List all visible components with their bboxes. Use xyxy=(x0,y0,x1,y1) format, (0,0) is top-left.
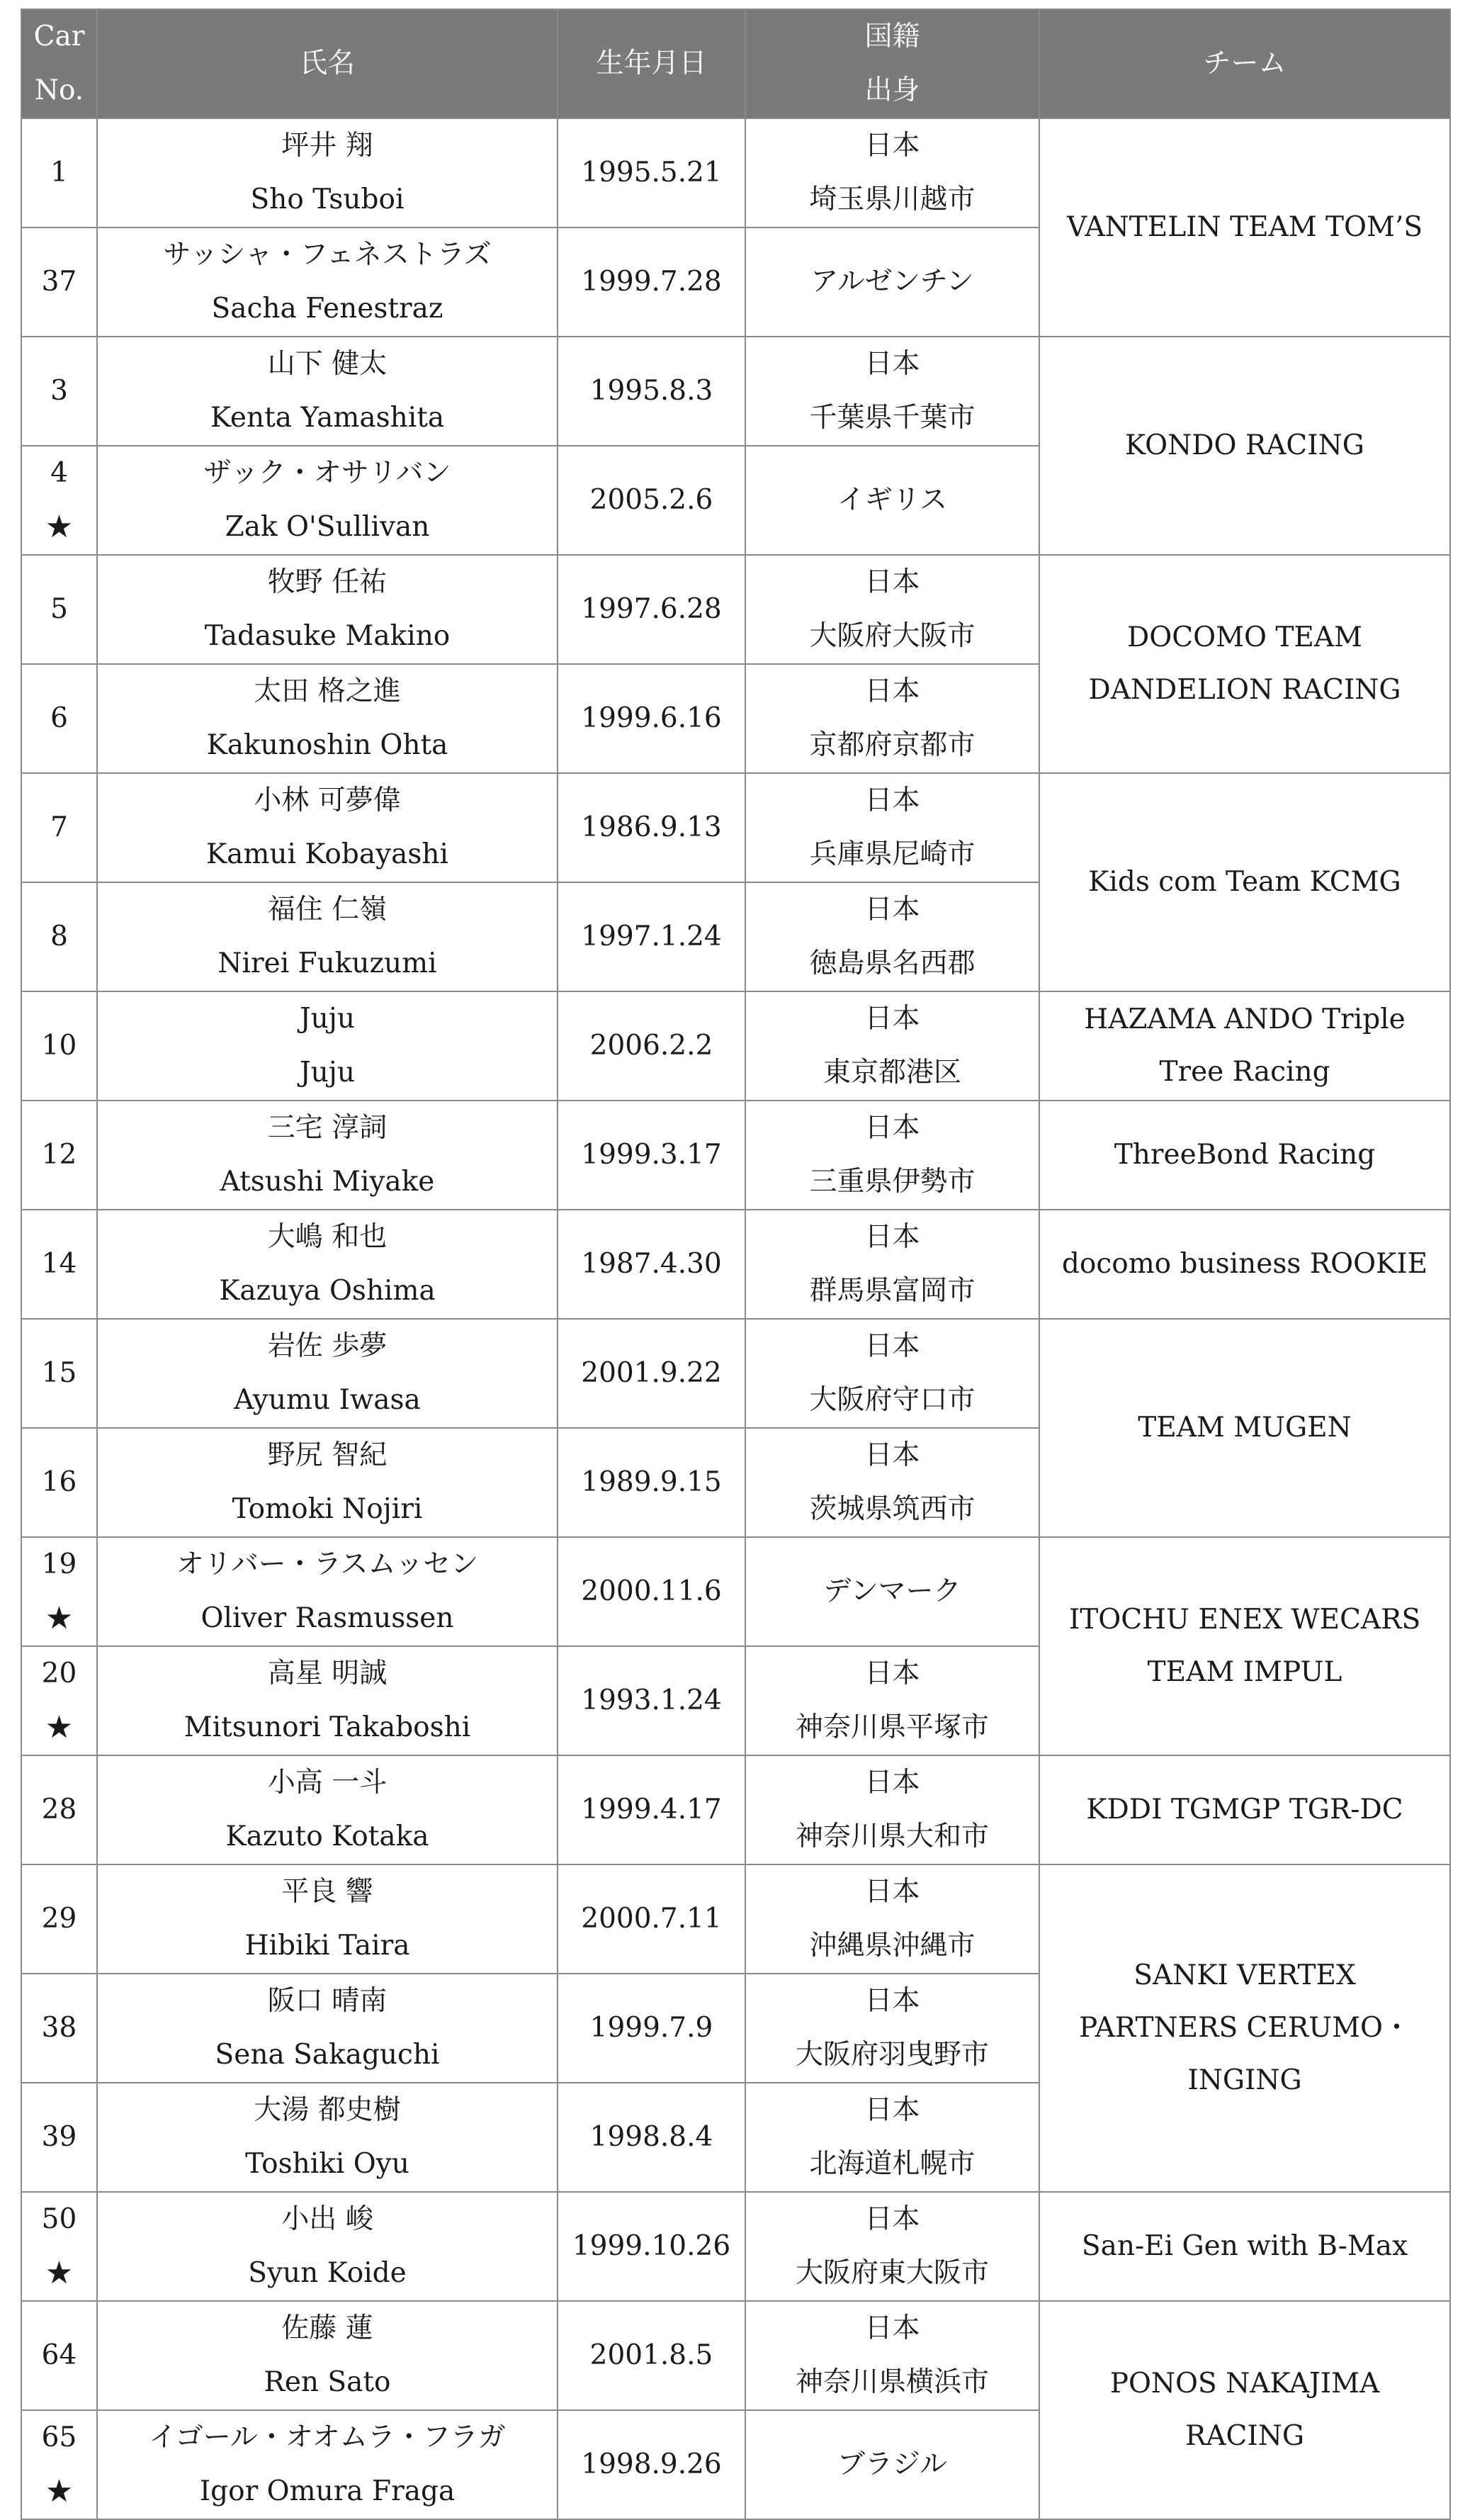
nationality-cell xyxy=(745,1210,1039,1319)
car-number: 14 xyxy=(41,1248,77,1280)
driver-name-ja: 小出 峻 xyxy=(281,2203,373,2235)
team-name-line: INGING xyxy=(1187,2064,1302,2096)
driver-name-en: Nirei Fukuzumi xyxy=(217,947,437,979)
nationality-cell xyxy=(745,1428,1039,1537)
team-name-line: San-Ei Gen with B-Max xyxy=(1081,2230,1408,2262)
header-car-no xyxy=(21,9,97,118)
nationality-cell xyxy=(745,991,1039,1101)
hometown: 千葉県千葉市 xyxy=(809,402,976,434)
team-name-line: RACING xyxy=(1185,2420,1305,2452)
driver-name-cell xyxy=(97,664,558,773)
nationality-cell xyxy=(745,1864,1039,1974)
nationality-cell xyxy=(745,664,1039,773)
hometown: 神奈川県大和市 xyxy=(795,1821,989,1852)
nationality: 日本 xyxy=(864,2203,920,2235)
table-row xyxy=(21,1755,1450,1864)
table-row xyxy=(21,1864,1450,1974)
header-team: チーム xyxy=(1039,9,1450,118)
driver-name-ja: 小林 可夢偉 xyxy=(254,784,401,816)
driver-name-cell xyxy=(97,882,558,991)
team-name-line: TEAM MUGEN xyxy=(1138,1412,1352,1444)
birthdate-cell: 2000.11.6 xyxy=(558,1537,745,1646)
nationality: 日本 xyxy=(864,2312,920,2344)
car-number: 12 xyxy=(41,1139,77,1171)
header-nationality xyxy=(745,9,1039,118)
table-row xyxy=(21,1101,1450,1210)
nationality-cell xyxy=(745,337,1039,446)
driver-name-ja: 岩佐 歩夢 xyxy=(267,1330,388,1362)
birthdate-cell: 1999.7.9 xyxy=(558,1974,745,2083)
nationality-cell xyxy=(745,227,1039,337)
driver-name-en: Kazuya Oshima xyxy=(219,1275,436,1307)
car-number-cell xyxy=(21,2410,97,2519)
hometown: 三重県伊勢市 xyxy=(809,1166,976,1198)
header-nationality-line: 国籍 xyxy=(864,21,920,52)
team-name-line: Tree Racing xyxy=(1159,1056,1330,1088)
driver-name-ja: 野尻 智紀 xyxy=(267,1439,388,1471)
team-cell xyxy=(1039,1101,1450,1210)
hometown: 京都府京都市 xyxy=(809,729,976,761)
nationality: 日本 xyxy=(864,348,920,380)
car-number: 28 xyxy=(41,1794,77,1826)
birthdate-cell: 1999.6.16 xyxy=(558,664,745,773)
car-number-cell xyxy=(21,1755,97,1864)
driver-name-cell xyxy=(97,1319,558,1428)
team-cell xyxy=(1039,555,1450,773)
nationality: 日本 xyxy=(864,1221,920,1253)
team-name-line: DOCOMO TEAM xyxy=(1127,621,1362,653)
team-name-line: ITOCHU ENEX WECARS xyxy=(1068,1604,1421,1636)
header-car-no-line: No. xyxy=(34,74,84,106)
driver-name-ja: 高星 明誠 xyxy=(267,1658,388,1689)
nationality: 日本 xyxy=(864,1985,920,2017)
birthdate-cell: 2006.2.2 xyxy=(558,991,745,1101)
driver-name-ja: 平良 響 xyxy=(281,1876,373,1908)
nationality-cell xyxy=(745,2192,1039,2301)
car-number-cell xyxy=(21,773,97,882)
car-number: 65 xyxy=(41,2421,77,2453)
rookie-star-icon: ★ xyxy=(45,2473,74,2509)
car-number-cell xyxy=(21,1101,97,1210)
rookie-star-icon: ★ xyxy=(45,1600,74,1636)
driver-name-ja: 山下 健太 xyxy=(267,348,388,380)
car-number: 5 xyxy=(50,593,68,625)
car-number: 15 xyxy=(41,1357,77,1389)
team-name-line: docomo business ROOKIE xyxy=(1061,1248,1428,1280)
nationality-cell xyxy=(745,1755,1039,1864)
nationality-cell xyxy=(745,1646,1039,1755)
car-number: 3 xyxy=(50,375,68,407)
car-number-cell xyxy=(21,555,97,664)
nationality: 日本 xyxy=(864,784,920,816)
nationality-cell xyxy=(745,773,1039,882)
hometown: 大阪府東大阪市 xyxy=(795,2257,989,2289)
driver-name-ja: 小高 一斗 xyxy=(267,1767,388,1799)
nationality: 日本 xyxy=(864,1112,920,1144)
driver-name-ja: Juju xyxy=(300,1003,355,1035)
car-number: 16 xyxy=(41,1466,77,1498)
nationality-cell xyxy=(745,1101,1039,1210)
table-row xyxy=(21,2301,1450,2410)
nationality-cell xyxy=(745,446,1039,555)
team-cell xyxy=(1039,2192,1450,2301)
birthdate-cell: 1999.10.26 xyxy=(558,2192,745,2301)
team-name-line: DANDELION RACING xyxy=(1088,674,1401,706)
driver-name-ja: 大嶋 和也 xyxy=(267,1221,388,1253)
header-birth: 生年月日 xyxy=(558,9,745,118)
hometown: 北海道札幌市 xyxy=(809,2148,976,2180)
team-cell xyxy=(1039,337,1450,555)
table-row xyxy=(21,1210,1450,1319)
driver-name-cell xyxy=(97,118,558,227)
nationality-cell xyxy=(745,1974,1039,2083)
car-number: 64 xyxy=(41,2339,77,2371)
driver-name-cell xyxy=(97,2410,558,2519)
driver-name-cell xyxy=(97,2301,558,2410)
hometown: 神奈川県平塚市 xyxy=(795,1711,989,1743)
nationality: イギリス xyxy=(837,484,948,516)
driver-name-cell xyxy=(97,1428,558,1537)
header-name: 氏名 xyxy=(97,9,558,118)
nationality: ブラジル xyxy=(837,2448,948,2480)
driver-name-cell xyxy=(97,2192,558,2301)
birthdate-cell: 2005.2.6 xyxy=(558,446,745,555)
car-number: 38 xyxy=(41,2012,77,2044)
header-row xyxy=(21,9,1450,118)
nationality-cell xyxy=(745,1319,1039,1428)
car-number: 10 xyxy=(41,1030,77,1062)
driver-name-en: Syun Koide xyxy=(248,2257,407,2289)
hometown: 徳島県名西郡 xyxy=(809,947,976,979)
team-cell xyxy=(1039,1864,1450,2192)
car-number-cell xyxy=(21,446,97,555)
car-number-cell xyxy=(21,1646,97,1755)
car-number-cell xyxy=(21,991,97,1101)
team-name-line: KDDI TGMGP TGR-DC xyxy=(1086,1794,1403,1826)
hometown: 大阪府羽曳野市 xyxy=(795,2039,989,2071)
table-row xyxy=(21,118,1450,227)
driver-name-en: Kakunoshin Ohta xyxy=(206,729,448,761)
team-cell xyxy=(1039,118,1450,337)
car-number-cell xyxy=(21,664,97,773)
driver-name-cell xyxy=(97,1755,558,1864)
car-number: 1 xyxy=(50,157,68,189)
driver-name-en: Oliver Rasmussen xyxy=(200,1602,454,1634)
birthdate-cell: 2001.9.22 xyxy=(558,1319,745,1428)
car-number-cell xyxy=(21,882,97,991)
car-number-cell xyxy=(21,1319,97,1428)
nationality: 日本 xyxy=(864,1658,920,1689)
driver-name-cell xyxy=(97,446,558,555)
hometown: 大阪府守口市 xyxy=(809,1384,976,1416)
rookie-star-icon: ★ xyxy=(45,509,74,545)
driver-name-en: Toshiki Oyu xyxy=(245,2148,409,2180)
nationality: 日本 xyxy=(864,675,920,707)
nationality: 日本 xyxy=(864,1330,920,1362)
rookie-star-icon: ★ xyxy=(45,1709,74,1745)
car-number-cell xyxy=(21,1428,97,1537)
nationality: 日本 xyxy=(864,894,920,926)
car-number: 29 xyxy=(41,1903,77,1935)
car-number: 20 xyxy=(41,1658,77,1689)
nationality: 日本 xyxy=(864,1439,920,1471)
table-row xyxy=(21,337,1450,446)
nationality-cell xyxy=(745,2410,1039,2519)
nationality: 日本 xyxy=(864,2094,920,2126)
car-number: 6 xyxy=(50,702,68,734)
team-cell xyxy=(1039,1755,1450,1864)
driver-name-en: Igor Omura Fraga xyxy=(199,2475,456,2507)
nationality: 日本 xyxy=(864,130,920,162)
team-cell xyxy=(1039,991,1450,1101)
driver-name-en: Atsushi Miyake xyxy=(220,1166,435,1198)
driver-name-cell xyxy=(97,1101,558,1210)
hometown: 東京都港区 xyxy=(822,1057,961,1089)
driver-name-ja: 福住 仁嶺 xyxy=(267,894,388,926)
nationality-cell xyxy=(745,2301,1039,2410)
birthdate-cell: 2000.7.11 xyxy=(558,1864,745,1974)
driver-name-ja: ザック・オサリバン xyxy=(203,457,451,489)
car-number-cell xyxy=(21,1974,97,2083)
hometown: 神奈川県横浜市 xyxy=(795,2366,989,2398)
table-row xyxy=(21,2192,1450,2301)
table-row xyxy=(21,1537,1450,1646)
nationality-cell xyxy=(745,555,1039,664)
team-name-line: SANKI VERTEX xyxy=(1133,1959,1356,1991)
nationality: デンマーク xyxy=(823,1575,961,1607)
hometown: 埼玉県川越市 xyxy=(809,184,976,215)
driver-name-cell xyxy=(97,1646,558,1755)
team-name-line: VANTELIN TEAM TOM’S xyxy=(1066,211,1423,243)
team-name-line: ThreeBond Racing xyxy=(1114,1139,1376,1171)
driver-name-cell xyxy=(97,2083,558,2192)
birthdate-cell: 1997.1.24 xyxy=(558,882,745,991)
car-number: 37 xyxy=(41,266,77,298)
driver-name-cell xyxy=(97,1974,558,2083)
team-cell xyxy=(1039,773,1450,991)
driver-name-en: Sacha Fenestraz xyxy=(211,293,443,325)
team-cell xyxy=(1039,1210,1450,1319)
driver-name-en: Zak O'Sullivan xyxy=(225,511,430,543)
table-row xyxy=(21,555,1450,664)
table-row xyxy=(21,991,1450,1101)
driver-name-cell xyxy=(97,773,558,882)
team-name-line: KONDO RACING xyxy=(1125,429,1364,461)
team-name-line: TEAM IMPUL xyxy=(1147,1656,1342,1688)
car-number: 50 xyxy=(41,2203,77,2235)
birthdate-cell: 1998.8.4 xyxy=(558,2083,745,2192)
hometown: 大阪府大阪市 xyxy=(809,620,976,652)
driver-name-ja: 佐藤 蓮 xyxy=(281,2312,373,2344)
car-number: 8 xyxy=(50,921,68,952)
car-number-cell xyxy=(21,1864,97,1974)
driver-name-en: Sena Sakaguchi xyxy=(215,2039,440,2071)
car-number-cell xyxy=(21,1210,97,1319)
driver-name-cell xyxy=(97,1537,558,1646)
driver-name-ja: イゴール・オオムラ・フラガ xyxy=(149,2421,506,2453)
birthdate-cell: 1987.4.30 xyxy=(558,1210,745,1319)
driver-name-en: Tomoki Nojiri xyxy=(232,1493,423,1525)
driver-name-ja: 大湯 都史樹 xyxy=(254,2094,401,2126)
driver-name-ja: 牧野 任祐 xyxy=(267,566,388,598)
car-number-cell xyxy=(21,1537,97,1646)
table-header xyxy=(21,9,1450,118)
team-name-line: PARTNERS CERUMO・ xyxy=(1078,2012,1411,2044)
table-body xyxy=(21,118,1450,2519)
hometown: 兵庫県尼崎市 xyxy=(809,838,976,870)
nationality: 日本 xyxy=(864,566,920,598)
nationality-cell xyxy=(745,118,1039,227)
table-row xyxy=(21,1319,1450,1428)
driver-name-en: Tadasuke Makino xyxy=(204,620,451,652)
driver-name-cell xyxy=(97,227,558,337)
car-number: 4 xyxy=(50,457,68,489)
birthdate-cell: 2001.8.5 xyxy=(558,2301,745,2410)
rookie-star-icon: ★ xyxy=(45,2255,74,2291)
birthdate-cell: 1998.9.26 xyxy=(558,2410,745,2519)
driver-name-cell xyxy=(97,1864,558,1974)
hometown: 群馬県富岡市 xyxy=(809,1275,976,1307)
car-number: 7 xyxy=(50,811,68,843)
car-number: 19 xyxy=(41,1548,77,1580)
car-number: 39 xyxy=(41,2121,77,2153)
birthdate-cell: 1999.4.17 xyxy=(558,1755,745,1864)
header-car-no-line: Car xyxy=(33,21,85,52)
driver-name-cell xyxy=(97,337,558,446)
driver-table xyxy=(21,9,1451,2520)
car-number-cell xyxy=(21,337,97,446)
driver-name-ja: 坪井 翔 xyxy=(281,130,373,162)
driver-name-en: Kenta Yamashita xyxy=(210,402,445,434)
driver-name-en: Sho Tsuboi xyxy=(250,184,405,215)
driver-name-en: Juju xyxy=(300,1057,355,1089)
car-number-cell xyxy=(21,118,97,227)
driver-name-cell xyxy=(97,1210,558,1319)
driver-name-en: Mitsunori Takaboshi xyxy=(183,1711,471,1743)
birthdate-cell: 1999.7.28 xyxy=(558,227,745,337)
driver-name-cell xyxy=(97,555,558,664)
nationality: 日本 xyxy=(864,1003,920,1035)
hometown: 沖縄県沖縄市 xyxy=(809,1930,976,1962)
car-number-cell xyxy=(21,227,97,337)
car-number-cell xyxy=(21,2192,97,2301)
team-name-line: Kids com Team KCMG xyxy=(1088,866,1401,898)
table-row xyxy=(21,773,1450,882)
birthdate-cell: 1995.8.3 xyxy=(558,337,745,446)
birthdate-cell: 1986.9.13 xyxy=(558,773,745,882)
birthdate-cell: 1993.1.24 xyxy=(558,1646,745,1755)
hometown: 茨城県筑西市 xyxy=(809,1493,976,1525)
header-nationality-line: 出身 xyxy=(864,74,920,106)
nationality: 日本 xyxy=(864,1767,920,1799)
team-cell xyxy=(1039,1319,1450,1537)
driver-name-ja: 太田 格之進 xyxy=(254,675,401,707)
driver-name-cell xyxy=(97,991,558,1101)
driver-name-en: Hibiki Taira xyxy=(244,1930,410,1962)
birthdate-cell: 1999.3.17 xyxy=(558,1101,745,1210)
birthdate-cell: 1995.5.21 xyxy=(558,118,745,227)
driver-name-ja: 阪口 晴南 xyxy=(267,1985,388,2017)
nationality-cell xyxy=(745,1537,1039,1646)
team-cell xyxy=(1039,1537,1450,1755)
driver-name-ja: 三宅 淳詞 xyxy=(267,1112,388,1144)
driver-name-en: Kazuto Kotaka xyxy=(225,1821,429,1852)
driver-name-en: Ren Sato xyxy=(264,2366,391,2398)
team-name-line: HAZAMA ANDO Triple xyxy=(1084,1003,1406,1035)
driver-name-en: Kamui Kobayashi xyxy=(205,838,449,870)
nationality: 日本 xyxy=(864,1876,920,1908)
nationality-cell xyxy=(745,882,1039,991)
birthdate-cell: 1997.6.28 xyxy=(558,555,745,664)
birthdate-cell: 1989.9.15 xyxy=(558,1428,745,1537)
driver-name-ja: サッシャ・フェネストラズ xyxy=(163,239,492,271)
nationality-cell xyxy=(745,2083,1039,2192)
car-number-cell xyxy=(21,2083,97,2192)
team-name-line: PONOS NAKAJIMA xyxy=(1109,2368,1380,2400)
car-number-cell xyxy=(21,2301,97,2410)
nationality: アルゼンチン xyxy=(810,266,974,298)
driver-name-ja: オリバー・ラスムッセン xyxy=(176,1548,479,1580)
team-cell xyxy=(1039,2301,1450,2519)
driver-table-container xyxy=(21,9,1449,2520)
driver-name-en: Ayumu Iwasa xyxy=(234,1384,421,1416)
